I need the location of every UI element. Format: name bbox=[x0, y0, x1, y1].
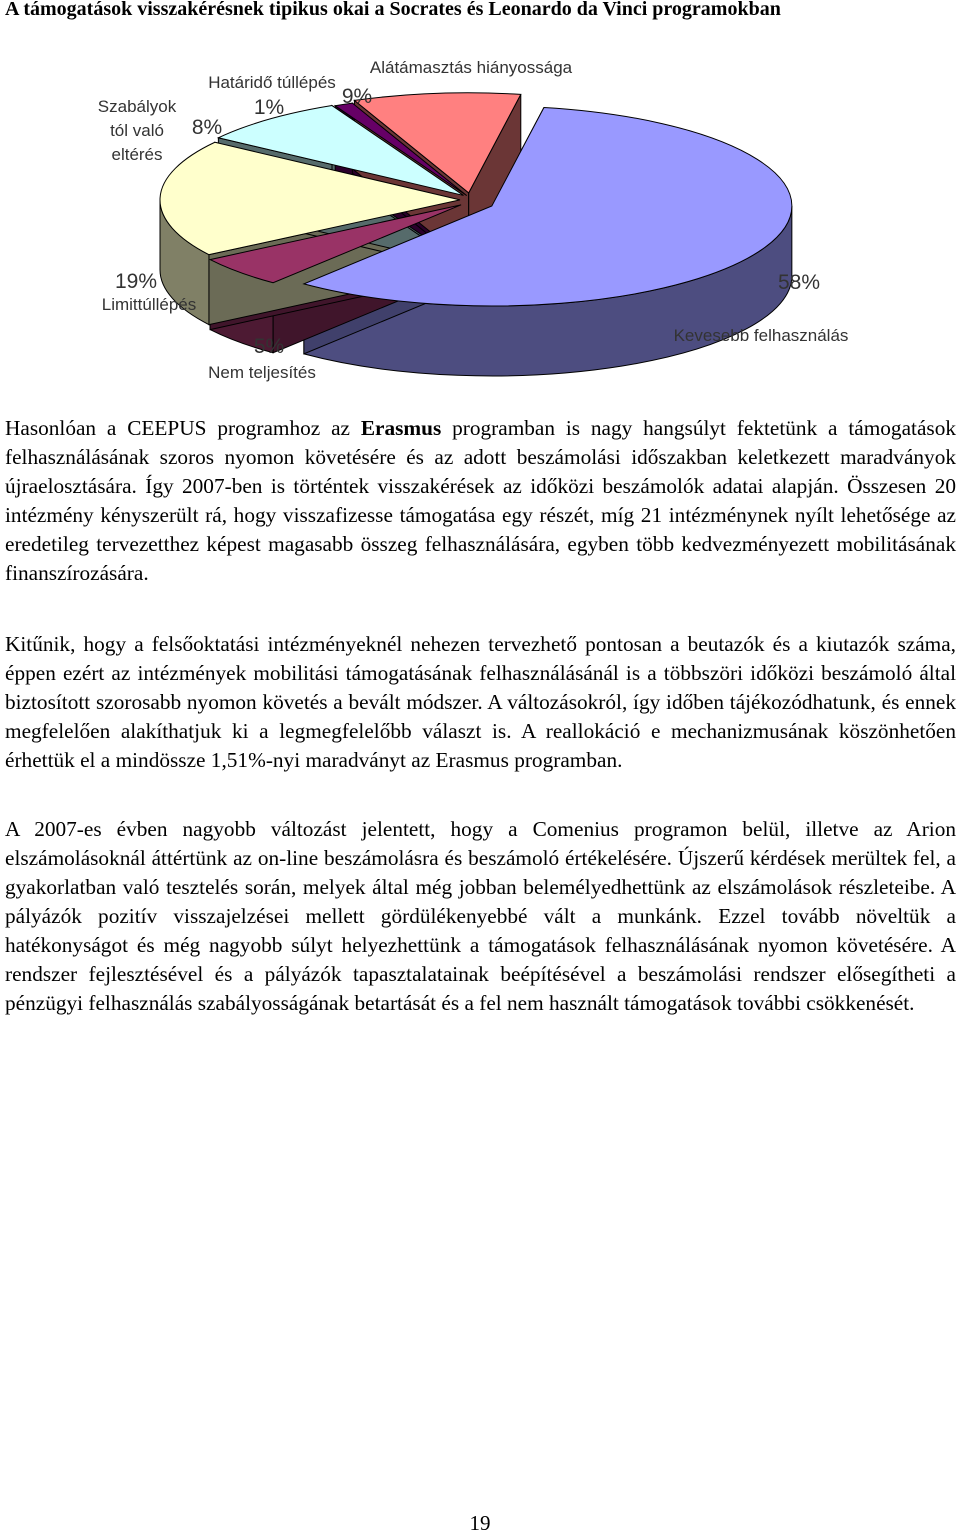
label-nonperf: Nem teljesítés bbox=[208, 363, 316, 382]
value-label-support: 9% bbox=[341, 85, 373, 108]
value-label-deadline: 1% bbox=[253, 96, 285, 119]
value-label-less: 58% bbox=[777, 271, 821, 294]
pie-chart bbox=[0, 40, 960, 390]
label-rules-line-1: Szabályok bbox=[97, 97, 177, 116]
label-rules-line-3: eltérés bbox=[111, 145, 163, 164]
page-number: 19 bbox=[469, 1511, 491, 1535]
paragraph-1-bold: Erasmus bbox=[360, 416, 442, 440]
label-rules-line-2: tól való bbox=[110, 121, 164, 140]
value-label-limit: 19% bbox=[114, 270, 158, 293]
paragraph-1-start: Hasonlóan a CEEPUS programhoz az bbox=[5, 416, 361, 440]
label-deadline: Határidő túllépés bbox=[208, 73, 336, 92]
value-label-rules: 8% bbox=[191, 116, 223, 139]
label-support: Alátámasztás hiányossága bbox=[369, 58, 573, 77]
label-limit: Limittúllépés bbox=[101, 295, 197, 314]
label-less: Kevesebb felhasználás bbox=[673, 326, 849, 345]
value-label-nonperf: 5% bbox=[253, 335, 285, 358]
paragraph-1-rest: programban is nagy hangsúlyt fektetünk a támogatások felhasználásának szoros nyomon követésére és az adott beszámolási időszakban keletkezett maradványok újraelosztására. Így 2007-ben is történtek visszakérések az időközi beszámolók adatai alapján. Összesen 20 intézmény kényszerült rá, hogy visszafizesse támogatása egy részét, míg 21 intézménynek nyílt lehetősége az eredetileg tervezetthez képest magasabb összeg felhasználására, egyben több kedvezményezett mobilitásának finanszírozására. bbox=[5, 416, 956, 585]
chart-title: A támogatások visszakérésnek tipikus okai a Socrates és Leonardo da Vinci programokban bbox=[5, 0, 781, 20]
paragraph-3: A 2007-es évben nagyobb változást jelentett, hogy a Comenius programon belül, illetve az Arion elszámolásoknál áttértünk az on-line beszámolásra és beszámoló értékelésére. Újszerű kérdések merültek fel, a gyakorlatban való tesztelés során, melyek által még jobban belemélyedhettünk az elszámolások részleteibe. A pályázók pozitív visszajelzései mellett gördülékenyebbé vált a munkánk. Ezzel tovább növeltük a hatékonyságot és még nagyobb súlyt helyezhettünk a támogatások felhasználásának nyomon követésére. A rendszer fejlesztésével és a pályázók tapasztalatainak beépítésével a beszámolási rendszer elősegítheti a pénzügyi felhasználás szabályosságának betartását és a fel nem használt támogatások további csökkenését. bbox=[5, 817, 956, 1015]
paragraph-1 bbox=[5, 414, 956, 588]
paragraph-2: Kitűnik, hogy a felsőoktatási intézményeknél nehezen tervezhető pontosan a beutazók és a kiutazók száma, éppen ezért az intézmények mobilitási támogatásának felhasználásánál is a többszöri időközi beszámoló által biztosított szorosabb nyomon követés a bevált módszer. A változásokról, így időben tájékozódhatunk, és ennek megfelelően alakíthatjuk ki a legmegfelelőbb választ is. A reallokáció e mechanizmusának köszönhetően érhettük el a mindössze 1,51%-nyi maradványt az Erasmus programban. bbox=[5, 632, 956, 772]
